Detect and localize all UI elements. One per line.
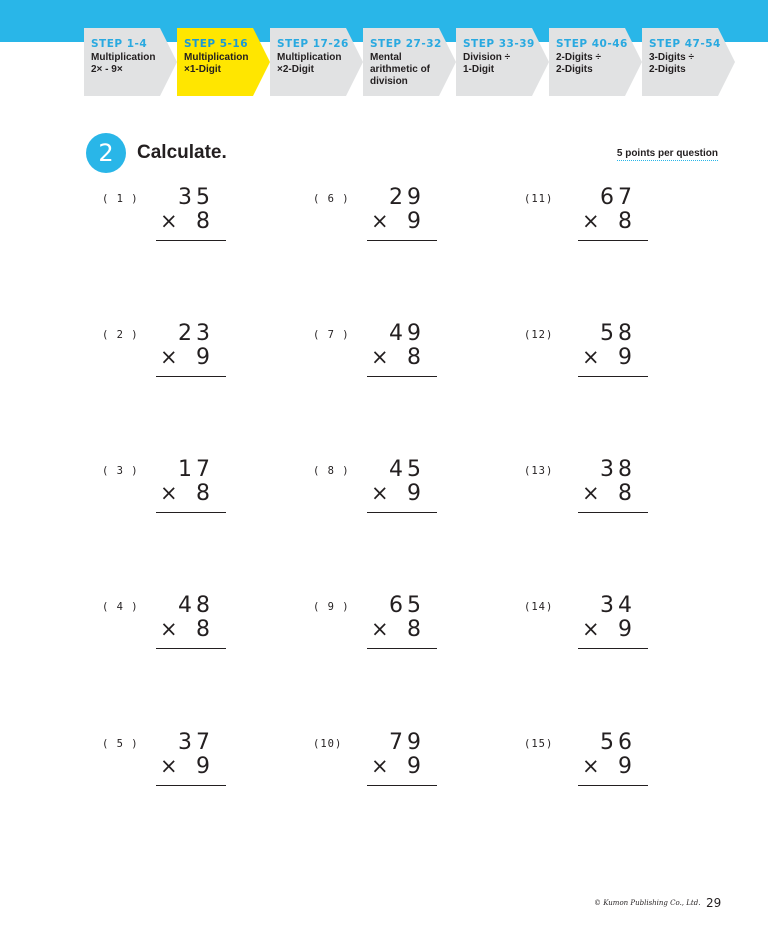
multiplier: 8 xyxy=(196,481,214,506)
step-tab-3[interactable] xyxy=(270,28,363,96)
problem-number: ( 9 ) xyxy=(313,601,350,613)
multiplicand: 17 xyxy=(178,457,214,482)
multiply-sign: × xyxy=(160,481,178,505)
multiply-sign: × xyxy=(371,481,389,505)
multiplicand: 38 xyxy=(600,457,636,482)
step-description: Multiplication ×2-Digit xyxy=(277,52,342,75)
multiplicand: 23 xyxy=(178,321,214,346)
page-number: 29 xyxy=(706,896,722,910)
multiply-sign: × xyxy=(160,754,178,778)
multiplier: 9 xyxy=(618,754,636,779)
step-code: STEP 47-54 xyxy=(649,38,721,50)
problem-4 xyxy=(102,593,302,663)
answer-line xyxy=(156,785,226,786)
multiplicand: 65 xyxy=(389,593,425,618)
step-description: 2-Digits ÷ 2-Digits xyxy=(556,52,601,75)
answer-line xyxy=(578,240,648,241)
multiplier: 9 xyxy=(407,754,425,779)
problem-number: (14) xyxy=(524,601,554,613)
problem-number: ( 4 ) xyxy=(102,601,139,613)
multiply-sign: × xyxy=(160,345,178,369)
multiplicand: 67 xyxy=(600,185,636,210)
problem-7 xyxy=(313,321,513,391)
step-code: STEP 1-4 xyxy=(91,38,148,50)
multiplicand: 79 xyxy=(389,730,425,755)
multiplicand: 37 xyxy=(178,730,214,755)
multiplier: 9 xyxy=(407,481,425,506)
copyright-notice: © Kumon Publishing Co., Ltd. xyxy=(594,899,701,907)
multiplicand: 45 xyxy=(389,457,425,482)
multiply-sign: × xyxy=(582,209,600,233)
problem-5 xyxy=(102,730,302,800)
answer-line xyxy=(156,240,226,241)
multiplier: 9 xyxy=(618,617,636,642)
multiplicand: 49 xyxy=(389,321,425,346)
multiply-sign: × xyxy=(582,345,600,369)
step-description: Multiplication 2× - 9× xyxy=(91,52,156,75)
answer-line xyxy=(367,376,437,377)
step-description: Mental arithmetic of division xyxy=(370,52,431,87)
multiply-sign: × xyxy=(160,209,178,233)
step-code: STEP 5-16 xyxy=(184,38,249,50)
answer-line xyxy=(156,376,226,377)
step-code: STEP 40-46 xyxy=(556,38,628,50)
multiplicand: 34 xyxy=(600,593,636,618)
problem-number: (10) xyxy=(313,738,343,750)
step-navigation xyxy=(84,28,744,96)
step-code: STEP 27-32 xyxy=(370,38,442,50)
problem-9 xyxy=(313,593,513,663)
points-per-question: 5 points per question xyxy=(616,148,718,159)
problem-14 xyxy=(524,593,724,663)
problem-6 xyxy=(313,185,513,255)
problem-number: ( 5 ) xyxy=(102,738,139,750)
section-number-badge: 2 xyxy=(86,133,126,173)
multiplier: 8 xyxy=(407,345,425,370)
multiplicand: 35 xyxy=(178,185,214,210)
answer-line xyxy=(578,512,648,513)
answer-line xyxy=(367,785,437,786)
problem-13 xyxy=(524,457,724,527)
answer-line xyxy=(367,512,437,513)
multiplicand: 56 xyxy=(600,730,636,755)
step-code: STEP 33-39 xyxy=(463,38,535,50)
answer-line xyxy=(578,785,648,786)
step-tab-7[interactable] xyxy=(642,28,735,96)
multiplier: 8 xyxy=(196,617,214,642)
multiplier: 9 xyxy=(196,345,214,370)
answer-line xyxy=(156,512,226,513)
multiply-sign: × xyxy=(371,617,389,641)
multiplier: 9 xyxy=(196,754,214,779)
problem-number: ( 3 ) xyxy=(102,465,139,477)
multiplier: 8 xyxy=(196,209,214,234)
answer-line xyxy=(367,240,437,241)
step-tab-4[interactable] xyxy=(363,28,456,96)
step-tab-5[interactable] xyxy=(456,28,549,96)
answer-line xyxy=(156,648,226,649)
answer-line xyxy=(367,648,437,649)
answer-line xyxy=(578,376,648,377)
problem-number: (15) xyxy=(524,738,554,750)
multiplicand: 58 xyxy=(600,321,636,346)
step-tab-6[interactable] xyxy=(549,28,642,96)
problem-12 xyxy=(524,321,724,391)
multiply-sign: × xyxy=(582,481,600,505)
problem-number: (12) xyxy=(524,329,554,341)
problem-8 xyxy=(313,457,513,527)
multiplier: 8 xyxy=(407,617,425,642)
problem-number: (13) xyxy=(524,465,554,477)
problem-number: ( 7 ) xyxy=(313,329,350,341)
problem-number: ( 1 ) xyxy=(102,193,139,205)
multiply-sign: × xyxy=(371,209,389,233)
step-tab-2-active[interactable] xyxy=(177,28,270,96)
answer-line xyxy=(578,648,648,649)
multiply-sign: × xyxy=(582,754,600,778)
multiplicand: 29 xyxy=(389,185,425,210)
multiplier: 8 xyxy=(618,481,636,506)
multiply-sign: × xyxy=(371,345,389,369)
problem-number: (11) xyxy=(524,193,554,205)
problem-10 xyxy=(313,730,513,800)
problem-15 xyxy=(524,730,724,800)
multiply-sign: × xyxy=(582,617,600,641)
step-code: STEP 17-26 xyxy=(277,38,349,50)
problem-1 xyxy=(102,185,302,255)
multiplier: 8 xyxy=(618,209,636,234)
multiplier: 9 xyxy=(407,209,425,234)
problem-11 xyxy=(524,185,724,255)
multiply-sign: × xyxy=(371,754,389,778)
section-title: Calculate. xyxy=(137,142,227,163)
step-description: 3-Digits ÷ 2-Digits xyxy=(649,52,694,75)
step-tab-1[interactable] xyxy=(84,28,177,96)
problem-number: ( 2 ) xyxy=(102,329,139,341)
problem-2 xyxy=(102,321,302,391)
step-description: Multiplication ×1-Digit xyxy=(184,52,249,75)
problem-3 xyxy=(102,457,302,527)
problem-number: ( 6 ) xyxy=(313,193,350,205)
multiplicand: 48 xyxy=(178,593,214,618)
multiply-sign: × xyxy=(160,617,178,641)
step-description: Division ÷ 1-Digit xyxy=(463,52,511,75)
problem-number: ( 8 ) xyxy=(313,465,350,477)
multiplier: 9 xyxy=(618,345,636,370)
